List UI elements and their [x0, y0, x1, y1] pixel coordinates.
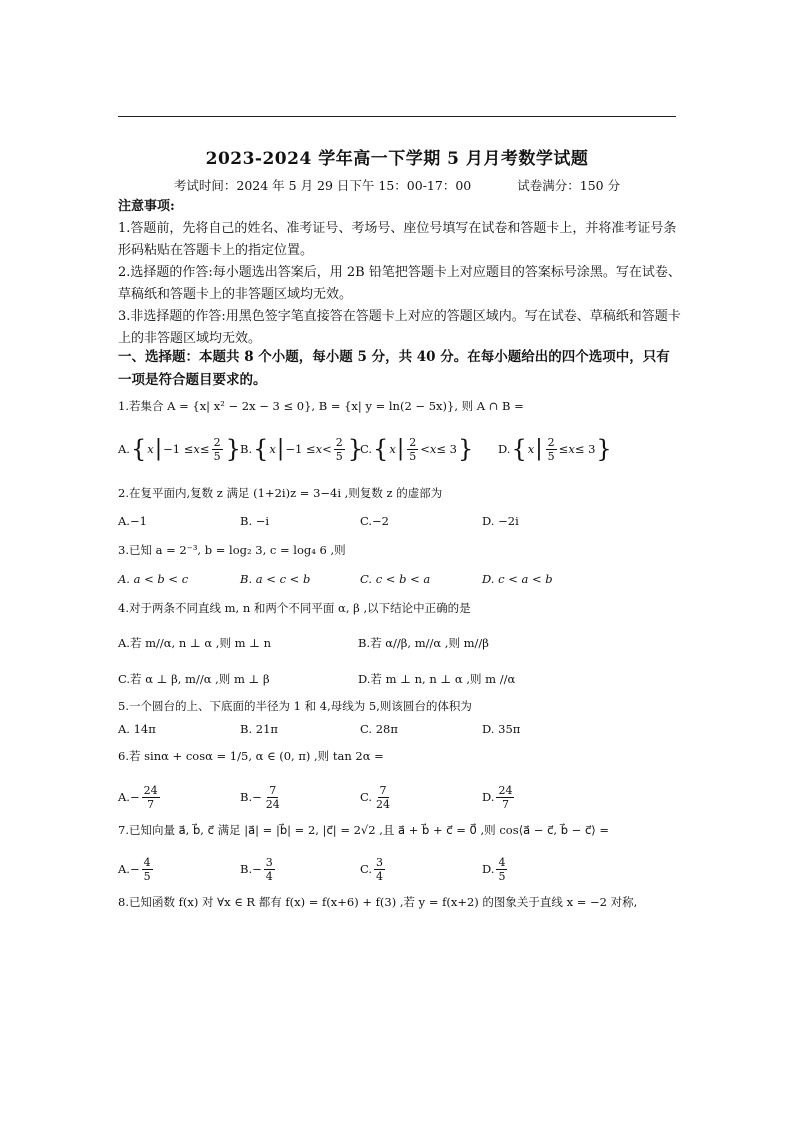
q5-option-d: D. 35π: [482, 722, 521, 736]
question-1-stem: 1.若集合 A = {x| x² − 2x − 3 ≤ 0}, B = {x| y = ln(2 − 5x)}, 则 A ∩ B =: [118, 399, 524, 413]
q5-option-b: B. 21π: [240, 722, 278, 736]
q1-option-a: A. { x | −1 ≤ x ≤ $\frac{2}{5}$ }: [118, 435, 241, 463]
q4-option-d: D.若 m ⊥ n, n ⊥ α ,则 m //α: [358, 672, 516, 686]
notice-heading: 注意事项:: [118, 199, 175, 214]
notice-item-1: 1.答题前，先将自己的姓名、准考证号、考场号、座位号填写在试卷和答题卡上，并将准考证号条形码粘贴在答题卡上的指定位置。: [118, 221, 677, 258]
exam-meta: [0, 176, 794, 194]
question-7-options: [118, 850, 678, 888]
notice-item-3: 3.非选择题的作答:用黑色签字笔直接答在答题卡上对应的答题区域内。写在试卷、草稿纸和答题卡上的非答题区域均无效。: [118, 309, 681, 346]
q7-option-c: C. $\frac{3}{4}$: [360, 855, 384, 883]
question-2-options: [118, 510, 678, 532]
full-score: 试卷满分：150 分: [517, 178, 621, 193]
question-4-options-row2: [118, 668, 678, 690]
question-4-stem: 4.对于两条不同直线 m, n 和两个不同平面 α, β ,以下结论中正确的是: [118, 601, 471, 615]
question-2-stem: 2.在复平面内,复数 z 满足 (1+2i)z = 3−4i ,则复数 z 的虚部为: [118, 486, 443, 500]
q2-option-d: D. −2i: [482, 514, 519, 528]
q6-option-b: B. − $\frac{7}{24}$: [240, 783, 280, 811]
question-8-stem: 8.已知函数 f(x) 对 ∀x ∈ R 都有 f(x) = f(x+6) + f(3) ,若 y = f(x+2) 的图象关于直线 x = −2 对称,: [118, 895, 638, 909]
notice-item-2: 2.选择题的作答:每小题选出答案后，用 2B 铅笔把答题卡上对应题目的答案标号涂黑。写在试卷、草稿纸和答题卡上的非答题区域均无效。: [118, 265, 681, 302]
q1-option-c: C. { x | $\frac{2}{5}$ < x ≤ 3 }: [360, 435, 474, 463]
question-5-stem: 5.一个圆台的上、下底面的半径为 1 和 4,母线为 5,则该圆台的体积为: [118, 699, 472, 713]
q1-option-b: B. { x | −1 ≤ x < $\frac{2}{5}$ }: [240, 435, 363, 463]
q7-option-a: A. − $\frac{4}{5}$: [118, 855, 151, 883]
q3-option-c: C. c < b < a: [360, 572, 431, 586]
question-6-stem: 6.若 sinα + cosα = 1/5, α ∈ (0, π) ,则 tan 2α =: [118, 749, 384, 763]
question-7-stem: 7.已知向量 a⃗, b⃗, c⃗ 满足 |a⃗| = |b⃗| = 2, |c⃗| = 2√2 ,且 a⃗ + b⃗ + c⃗ = 0⃗ ,则 cos⟨a⃗ − c⃗, b⃗ − c⃗⟩ =: [118, 823, 610, 837]
question-3-stem: 3.已知 a = 2⁻³, b = log₂ 3, c = log₄ 6 ,则: [118, 543, 346, 557]
exam-time: 考试时间：2024 年 5 月 29 日下午 15：00-17：00: [173, 178, 472, 193]
q1-option-d: D. { x | $\frac{2}{5}$ ≤ x ≤ 3 }: [498, 435, 612, 463]
q2-option-c: C.−2: [360, 514, 389, 528]
q4-option-a: A.若 m//α, n ⊥ α ,则 m ⊥ n: [118, 636, 272, 650]
q3-option-a: A. a < b < c: [118, 572, 189, 586]
q4-option-b: B.若 α//β, m//α ,则 m//β: [358, 636, 489, 650]
section-heading: 一、选择题：本题共 8 个小题，每小题 5 分，共 40 分。在每小题给出的四个选项中，只有一项是符合题目要求的。: [118, 349, 670, 388]
q7-option-b: B. − $\frac{3}{4}$: [240, 855, 273, 883]
question-6-options: [118, 778, 678, 816]
question-4-options-row1: [118, 632, 678, 654]
question-1-options: [118, 432, 678, 466]
q3-option-b: B. a < c < b: [240, 572, 311, 586]
q5-option-c: C. 28π: [360, 722, 398, 736]
q6-option-d: D. $\frac{24}{7}$: [482, 783, 513, 811]
q7-option-d: D. $\frac{4}{5}$: [482, 855, 506, 883]
q5-option-a: A. 14π: [118, 722, 156, 736]
question-3-options: [118, 568, 678, 590]
q2-option-b: B. −i: [240, 514, 270, 528]
header-rule: [118, 116, 676, 117]
q2-option-a: A.−1: [118, 514, 147, 528]
q4-option-c: C.若 α ⊥ β, m//α ,则 m ⊥ β: [118, 672, 270, 686]
page-title: 2023-2024 学年高一下学期 5 月月考数学试题: [205, 149, 589, 169]
q6-option-a: A. − $\frac{24}{7}$: [118, 783, 158, 811]
q6-option-c: C. $\frac{7}{24}$: [360, 783, 391, 811]
q3-option-d: D. c < a < b: [482, 572, 553, 586]
question-5-options: [118, 718, 678, 740]
